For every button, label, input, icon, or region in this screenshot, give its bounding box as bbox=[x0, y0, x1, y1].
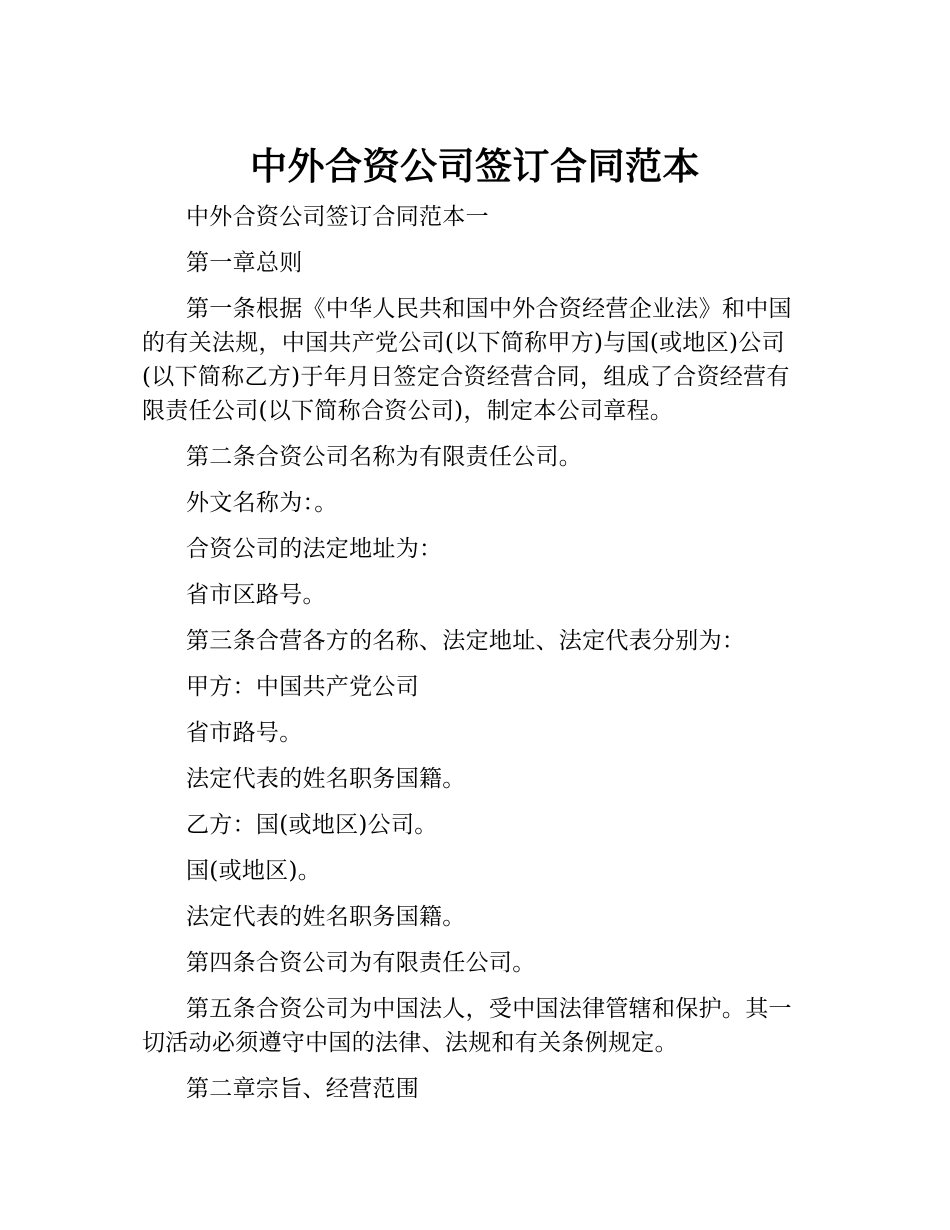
paragraph-article-3: 第三条合营各方的名称、法定地址、法定代表分别为： bbox=[186, 628, 746, 654]
paragraph-address-detail: 省市区路号。 bbox=[186, 582, 326, 608]
paragraph-party-a: 甲方：中国共产党公司 bbox=[186, 674, 419, 700]
paragraph-article-2: 第二条合资公司名称为有限责任公司。 bbox=[186, 444, 583, 470]
paragraph-legal-address: 合资公司的法定地址为： bbox=[186, 536, 443, 562]
paragraph-article-4: 第四条合资公司为有限责任公司。 bbox=[186, 950, 536, 976]
document-title: 中外合资公司签订合同范本 bbox=[250, 144, 700, 188]
paragraph-party-a-representative: 法定代表的姓名职务国籍。 bbox=[186, 766, 466, 792]
document-body bbox=[142, 200, 810, 1118]
paragraph-party-b-representative: 法定代表的姓名职务国籍。 bbox=[186, 904, 466, 930]
paragraph-subtitle: 中外合资公司签订合同范本一 bbox=[186, 204, 489, 230]
paragraph-chapter-2-heading: 第二章宗旨、经营范围 bbox=[186, 1076, 419, 1102]
paragraph-article-1: 第一条根据《中华人民共和国中外合资经营企业法》和中国的有关法规，中国共产党公司(以下简称甲方)与国(或地区)公司(以下简称乙方)于年月日签定合资经营合同，组成了合资经营有限责任公司(以下简称合资公司)，制定本公司章程。 bbox=[142, 296, 792, 424]
paragraph-foreign-name: 外文名称为：。 bbox=[186, 490, 338, 516]
paragraph-chapter-1-heading: 第一章总则 bbox=[186, 250, 303, 276]
paragraph-article-5: 第五条合资公司为中国法人，受中国法律管辖和保护。其一切活动必须遵守中国的法律、法规和有关条例规定。 bbox=[142, 996, 792, 1056]
paragraph-party-a-address: 省市路号。 bbox=[186, 720, 303, 746]
paragraph-party-b: 乙方：国(或地区)公司。 bbox=[186, 812, 438, 838]
paragraph-party-b-country: 国(或地区)。 bbox=[186, 858, 322, 884]
